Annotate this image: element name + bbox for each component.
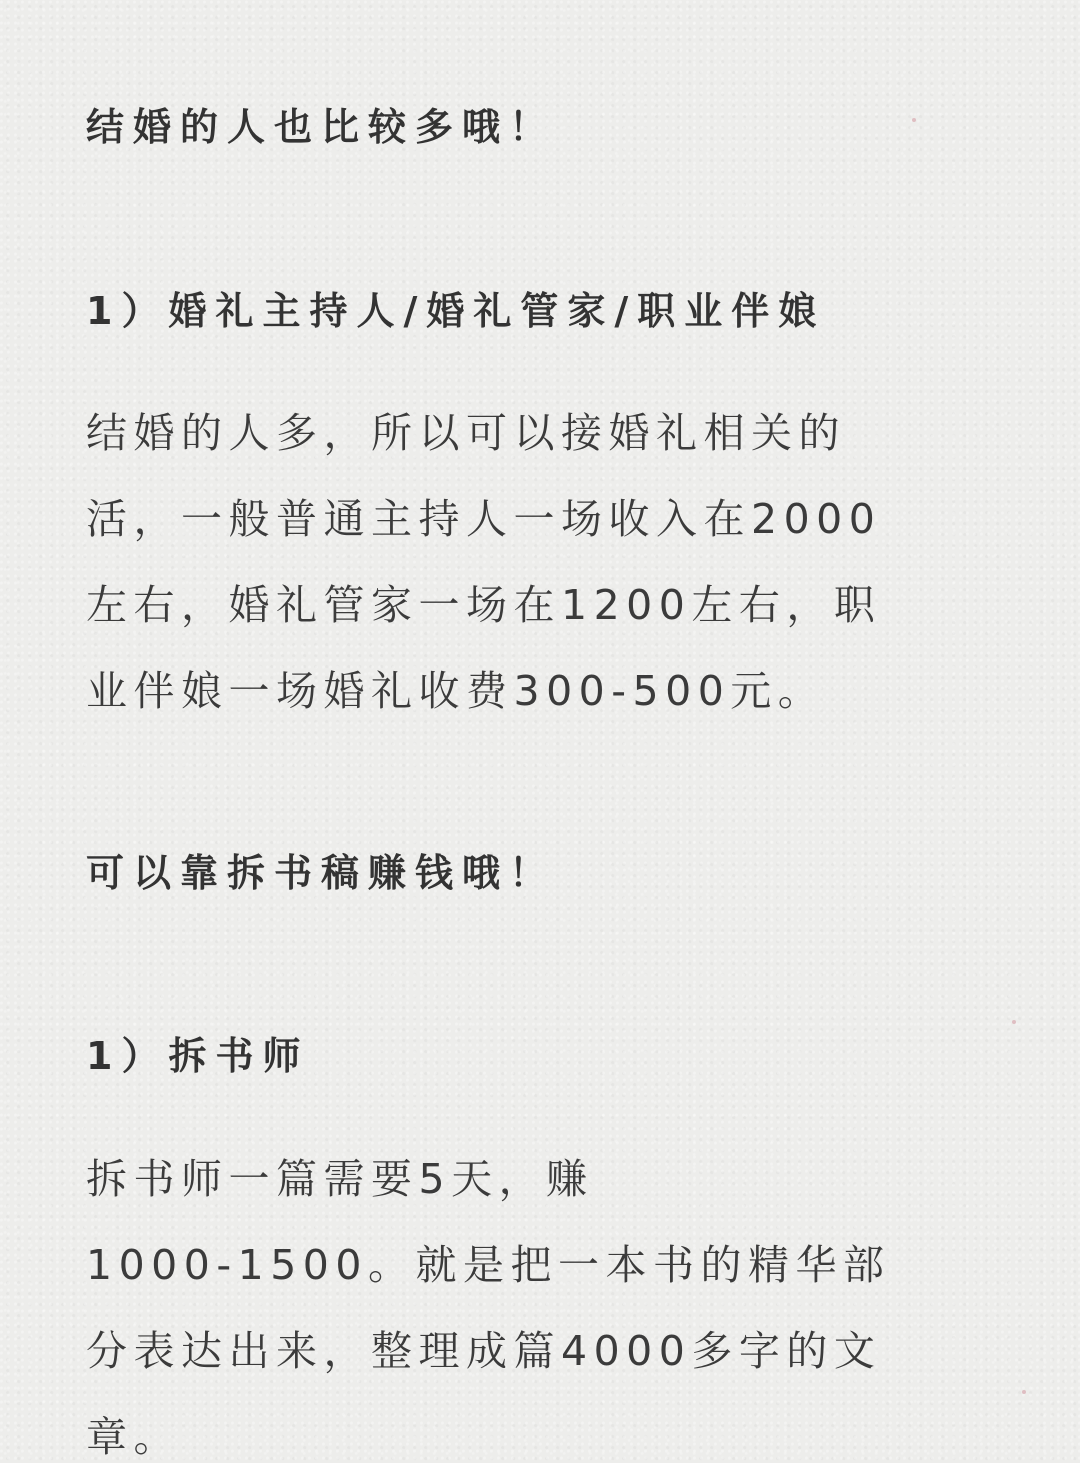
paragraph-line: 结婚的人多，所以可以接婚礼相关的	[86, 409, 846, 457]
paragraph-line: 活，一般普通主持人一场收入在2000	[86, 495, 882, 543]
paragraph-line: 分表达出来，整理成篇4000多字的文	[86, 1327, 882, 1375]
paper-speck	[912, 118, 916, 122]
paragraph-line: 业伴娘一场婚礼收费300-500元。	[86, 667, 826, 715]
paragraph-line: 章。	[86, 1413, 181, 1461]
paper-speck	[1022, 1390, 1026, 1394]
paper-speck	[1012, 1020, 1016, 1024]
subheading-book-splitter: 1）拆书师	[86, 1034, 310, 1078]
subheading-wedding-host: 1）婚礼主持人/婚礼管家/职业伴娘	[86, 289, 826, 333]
paragraph-line: 拆书师一篇需要5天，赚	[86, 1155, 594, 1203]
paragraph-line: 左右，婚礼管家一场在1200左右，职	[86, 581, 882, 629]
section-heading-wedding: 结婚的人也比较多哦！	[86, 105, 557, 149]
paragraph-line: 1000-1500。就是把一本书的精华部	[86, 1241, 891, 1289]
section-heading-book: 可以靠拆书稿赚钱哦！	[86, 851, 557, 895]
